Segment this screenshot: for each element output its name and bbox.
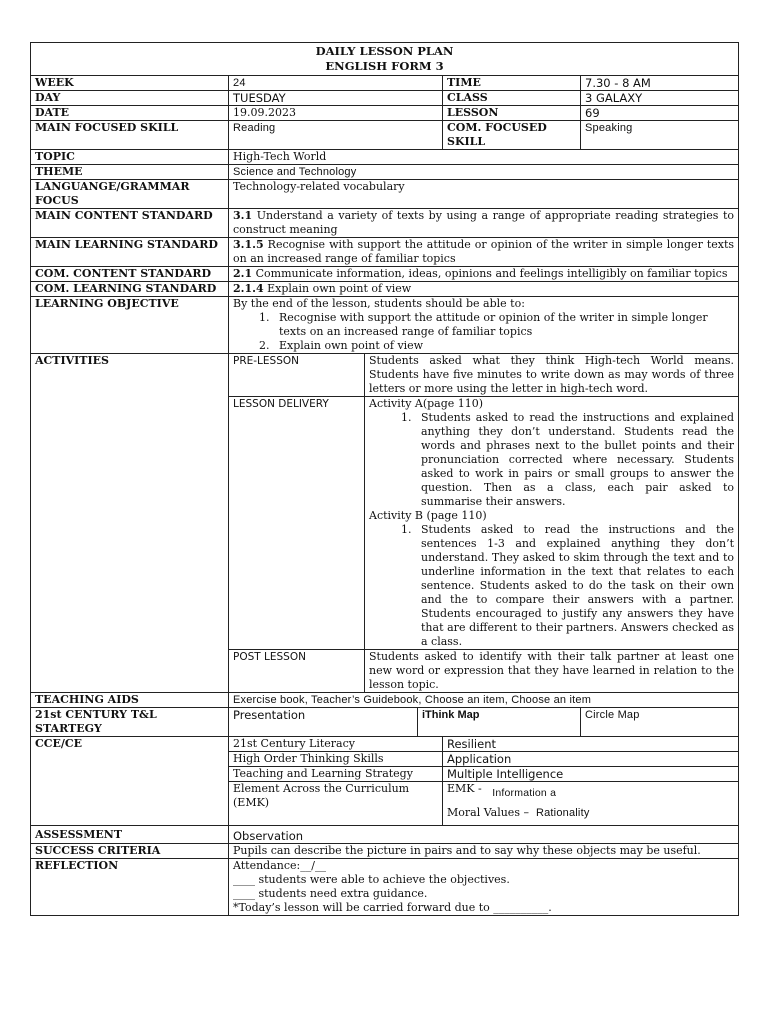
moral-value: Rationality: [535, 807, 590, 819]
success-row: [31, 844, 739, 859]
date-row: [31, 106, 739, 121]
page-subtitle: ENGLISH FORM 3: [325, 59, 444, 73]
assessment-label: ASSESSMENT: [31, 826, 229, 844]
reflection-line: *Today’s lesson will be carried forward due to __________.: [233, 901, 552, 914]
teaching-aids-row: [31, 693, 739, 708]
objective-item: 2. Explain own point of view: [273, 339, 734, 353]
century-row: [31, 708, 739, 737]
century-strategy: Presentation: [229, 708, 418, 737]
moral-line: [447, 806, 734, 820]
assessment-value: Observation: [229, 826, 739, 844]
lesson-delivery-content: [365, 397, 739, 650]
topic-label: TOPIC: [31, 150, 229, 165]
teaching-aids-value: Exercise book, Teacher’s Guidebook, Choose an item, Choose an item: [229, 693, 739, 708]
theme-row: [31, 165, 739, 180]
time-label: TIME: [443, 76, 581, 91]
com-learning-value: [229, 282, 739, 297]
main-learning-value: [229, 238, 739, 267]
day-label: DAY: [31, 91, 229, 106]
success-value: Pupils can describe the picture in pairs and to say why these objects may be useful.: [229, 844, 739, 859]
emk-value: Information a: [492, 787, 557, 799]
skill-row: [31, 121, 739, 150]
page-title: DAILY LESSON PLAN: [315, 44, 454, 58]
main-content-value: [229, 209, 739, 238]
emk-right: [443, 782, 739, 826]
title-row: [31, 43, 739, 76]
assessment-row: [31, 826, 739, 844]
week-row: [31, 76, 739, 91]
activity-b-title: Activity B (page 110): [369, 509, 487, 522]
main-skill-label: MAIN FOCUSED SKILL: [31, 121, 229, 150]
pre-lesson-text: Students asked what they think High-tech World means. Students have five minutes to write down as may words of three letters or more using the letter in high-tech word.: [365, 354, 739, 397]
cce-right: Resilient: [443, 737, 739, 752]
emk-line: [447, 782, 734, 799]
com-learning-text: Explain own point of view: [263, 282, 412, 295]
com-learning-code: 2.1.4: [233, 282, 264, 295]
week-value: 24: [229, 76, 443, 91]
com-content-text: Communicate information, ideas, opinions and feelings intelligibly on familiar topics: [252, 267, 728, 280]
activities-label: ACTIVITIES: [31, 354, 229, 693]
day-row: [31, 91, 739, 106]
moral-prefix: Moral Values –: [447, 806, 529, 819]
week-label: WEEK: [31, 76, 229, 91]
com-content-row: [31, 267, 739, 282]
pre-lesson-label: PRE-LESSON: [229, 354, 365, 397]
reflection-row: [31, 859, 739, 916]
main-skill-value: Reading: [229, 121, 443, 150]
lesson-plan-sheet: [30, 42, 738, 916]
grammar-row: [31, 180, 739, 209]
objective-intro: By the end of the lesson, students should be able to:: [233, 297, 525, 310]
com-learning-label: COM. LEARNING STANDARD: [31, 282, 229, 297]
ithink-map-label: iThink Map: [418, 708, 581, 737]
reflection-label: REFLECTION: [31, 859, 229, 916]
lesson-label: LESSON: [443, 106, 581, 121]
pre-lesson-row: [31, 354, 739, 397]
cce-right: Multiple Intelligence: [443, 767, 739, 782]
main-learning-row: [31, 238, 739, 267]
theme-value: Science and Technology: [229, 165, 739, 180]
activity-a-title: Activity A(page 110): [369, 397, 484, 410]
emk-prefix: EMK -: [447, 782, 482, 795]
cce-left: High Order Thinking Skills: [229, 752, 443, 767]
lesson-plan-table: [30, 42, 739, 916]
class-label: CLASS: [443, 91, 581, 106]
reflection-line: ____ students were able to achieve the objectives.: [233, 873, 510, 886]
main-content-text: Understand a variety of texts by using a range of appropriate reading strategies to construct meaning: [233, 209, 735, 236]
date-value: 19.09.2023: [229, 106, 443, 121]
success-label: SUCCESS CRITERIA: [31, 844, 229, 859]
com-skill-label: COM. FOCUSED SKILL: [443, 121, 581, 150]
post-lesson-text: Students asked to identify with their talk partner at least one new word or expression that they have learned in relation to the lesson topic.: [365, 650, 739, 693]
reflection-line: ____ students need extra guidance.: [233, 887, 428, 900]
teaching-aids-label: TEACHING AIDS: [31, 693, 229, 708]
com-learning-row: [31, 282, 739, 297]
cce-left: Teaching and Learning Strategy: [229, 767, 443, 782]
topic-row: [31, 150, 739, 165]
objective-row: [31, 297, 739, 354]
lesson-value: 69: [581, 106, 739, 121]
com-content-label: COM. CONTENT STANDARD: [31, 267, 229, 282]
activity-b-list: [369, 523, 734, 649]
cce-label: CCE/CE: [31, 737, 229, 826]
day-value: TUESDAY: [229, 91, 443, 106]
post-lesson-label: POST LESSON: [229, 650, 365, 693]
grammar-label: LANGUANGE/GRAMMAR FOCUS: [31, 180, 229, 209]
time-value: 7.30 - 8 AM: [581, 76, 739, 91]
emk-left: Element Across the Curriculum (EMK): [229, 782, 443, 826]
century-label: 21st CENTURY T&L STARTEGY: [31, 708, 229, 737]
objective-label: LEARNING OBJECTIVE: [31, 297, 229, 354]
date-label: DATE: [31, 106, 229, 121]
objective-value: [229, 297, 739, 354]
lesson-delivery-label: LESSON DELIVERY: [229, 397, 365, 650]
class-value: 3 GALAXY: [581, 91, 739, 106]
com-content-value: [229, 267, 739, 282]
cce-left: 21st Century Literacy: [229, 737, 443, 752]
theme-label: THEME: [31, 165, 229, 180]
main-content-label: MAIN CONTENT STANDARD: [31, 209, 229, 238]
cce-row: [31, 737, 739, 752]
emk-spacer: [447, 796, 734, 806]
main-learning-code: 3.1.5: [233, 238, 264, 251]
ithink-map-value: Circle Map: [581, 708, 739, 737]
objective-list: [233, 311, 734, 353]
main-content-code: 3.1: [233, 209, 253, 222]
activity-a-list: [369, 411, 734, 509]
com-skill-value: Speaking: [581, 121, 739, 150]
cce-right: Application: [443, 752, 739, 767]
main-content-row: [31, 209, 739, 238]
activity-a-item: 1. Students asked to read the instructions and explained anything they don’t understand. Students read the words and phrases next to the bullet points and their pronunciation corrected where necessary. Students asked to work in pairs or small groups to answer the question. Then as a class, each pair asked to summarise their answers.: [415, 411, 734, 509]
activity-b-item: 1. Students asked to read the instructions and the sentences 1-3 and explained anything they don’t understand. They asked to skim through the text and to underline information in the text that relates to each sentence. Students asked to do the task on their own and the to compare their answers with a partner. Students encouraged to justify any answers they have that are different to their partners. Answers checked as a class.: [415, 523, 734, 649]
main-learning-text: Recognise with support the attitude or opinion of the writer in simple longer texts on an increased range of familiar topics: [233, 238, 735, 265]
main-learning-label: MAIN LEARNING STANDARD: [31, 238, 229, 267]
grammar-value: Technology-related vocabulary: [229, 180, 739, 209]
reflection-attendance: Attendance:__/__: [233, 859, 326, 872]
com-content-code: 2.1: [233, 267, 253, 280]
topic-value: High-Tech World: [229, 150, 739, 165]
objective-item: 1. Recognise with support the attitude or opinion of the writer in simple longer texts on an increased range of familiar topics: [273, 311, 734, 339]
reflection-value: [229, 859, 739, 916]
